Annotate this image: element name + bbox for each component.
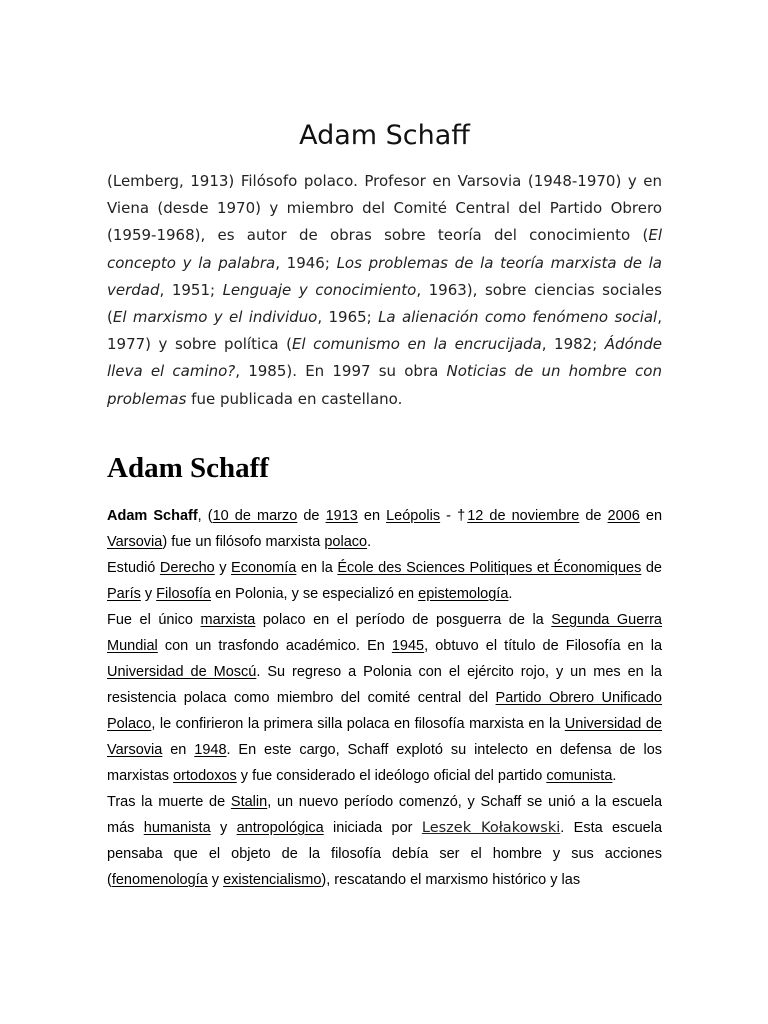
text-run: ), rescatando el marxismo histórico y las (321, 872, 581, 888)
text-run: de (579, 508, 608, 524)
text-run: Tras la muerte de (107, 794, 231, 810)
section-1-title: Adam Schaff (299, 120, 470, 151)
text-run: . Su regreso a Polonia con el ejército rojo, y un mes en la resistencia polaca como miembro del comité central del (107, 664, 662, 706)
link-universidad-moscu[interactable]: Universidad de Moscú (107, 664, 257, 680)
text-run: . (508, 586, 513, 602)
paragraph-4 (107, 789, 662, 893)
paragraph-1 (107, 503, 662, 555)
text-run: . En este cargo, Schaff explotó su intelecto en defensa de los marxistas (107, 742, 663, 784)
text-run: en la (296, 560, 338, 576)
section-2-title: Adam Schaff (107, 452, 269, 484)
text-run: Fue el único (107, 612, 201, 628)
work-title: Ádónde lleva el camino? (107, 335, 662, 381)
text-run: y (214, 560, 232, 576)
section-2-body (107, 503, 662, 893)
section-1-paragraph (107, 168, 662, 413)
text-run: Estudió (107, 560, 160, 576)
link-comunista[interactable]: comunista (546, 768, 613, 784)
text-run: de (641, 560, 662, 576)
link-birthplace[interactable]: Leópolis (386, 508, 441, 524)
link-ecole[interactable]: École des Sciences Politiques et Économiques (337, 560, 642, 576)
text-run: ) fue un filósofo marxista (162, 534, 325, 550)
text-run: , obtuvo el título de Filosofía en la (424, 638, 663, 654)
text-run: en (162, 742, 195, 758)
link-economia[interactable]: Economía (231, 560, 297, 576)
link-kolakowski[interactable]: Leszek Kołakowski (421, 820, 561, 836)
text-run: , le confirieron la primera silla polaca en filosofía marxista en la (151, 716, 565, 732)
work-title: Lenguaje y conocimiento (222, 280, 417, 299)
link-antropologica[interactable]: antropológica (236, 820, 324, 836)
link-marxista[interactable]: marxista (200, 612, 256, 628)
link-death-place[interactable]: Varsovia (107, 534, 163, 550)
text-run: con un trasfondo académico. En (157, 638, 392, 654)
text-run: y fue considerado el ideólogo oficial del partido (236, 768, 547, 784)
link-humanista[interactable]: humanista (143, 820, 211, 836)
text-run: . (367, 534, 372, 550)
link-existencialismo[interactable]: existencialismo (223, 872, 322, 888)
work-title: El marxismo y el individuo (112, 308, 318, 327)
text-run: en (639, 508, 663, 524)
work-title: Los problemas de la teoría marxista de la verdad (107, 253, 662, 299)
link-filosofia[interactable]: Filosofía (156, 586, 211, 602)
text-run: , 1982; (541, 335, 605, 354)
link-birth-date[interactable]: 10 de marzo (212, 508, 298, 524)
text-run: y (140, 586, 157, 602)
link-death-date[interactable]: 12 de noviembre (467, 508, 580, 524)
text-run: , 1963), sobre ciencias sociales ( (107, 280, 662, 327)
text-run: y (210, 820, 237, 836)
text-run: , ( (197, 508, 213, 524)
link-nationality[interactable]: polaco (324, 534, 368, 550)
link-derecho[interactable]: Derecho (159, 560, 215, 576)
link-death-year[interactable]: 2006 (607, 508, 640, 524)
bold-name: Adam Schaff (107, 508, 198, 524)
work-title: El concepto y la palabra (107, 226, 662, 272)
link-stalin[interactable]: Stalin (230, 794, 268, 810)
text-run: , 1965; (317, 308, 379, 327)
text-run: , 1946; (275, 253, 337, 272)
paragraph-3 (107, 607, 662, 789)
link-birth-year[interactable]: 1913 (325, 508, 358, 524)
text-run: . (612, 768, 617, 784)
text-run: , un nuevo período comenzó, y Schaff se unió a la escuela más (107, 794, 663, 836)
text-run: , 1985). En 1997 su obra (235, 362, 447, 381)
text-run: iniciada por (323, 820, 422, 836)
link-ortodoxos[interactable]: ortodoxos (173, 768, 237, 784)
text-run: en (357, 508, 387, 524)
work-title: Noticias de un hombre con problemas (107, 362, 662, 408)
text-run: , 1977) y sobre política ( (107, 308, 662, 354)
link-fenomenologia[interactable]: fenomenología (111, 872, 208, 888)
link-segunda-guerra[interactable]: Segunda Guerra Mundial (107, 612, 662, 654)
link-paris[interactable]: París (107, 586, 141, 602)
text-run: de (297, 508, 326, 524)
text-run: , 1951; (159, 280, 223, 299)
work-title: La alienación como fenómeno social (378, 308, 658, 327)
text-run: en Polonia, y se especializó en (210, 586, 419, 602)
link-universidad-varsovia[interactable]: Universidad de Varsovia (107, 716, 662, 758)
link-epistemologia[interactable]: epistemología (418, 586, 509, 602)
link-1945[interactable]: 1945 (391, 638, 425, 654)
text-run: polaco en el período de posguerra de la (255, 612, 552, 628)
work-title: El comunismo en la encrucijada (291, 335, 542, 354)
text-run: - † (440, 508, 468, 524)
paragraph-2 (107, 555, 662, 607)
text-run: (Lemberg, 1913) Filósofo polaco. Profesor en Varsovia (1948-1970) y en Viena (desde 1970) y miembro del Comité Central del Partido Obrero (1959-1968), es autor de obras sobre teoría del conocimiento ( (107, 172, 662, 245)
link-partido-obrero[interactable]: Partido Obrero Unificado Polaco (107, 690, 662, 732)
text-run: . Esta escuela pensaba que el objeto de la filosofía debía ser el hombre y sus acciones ( (107, 820, 663, 888)
text-run: y (207, 872, 224, 888)
text-run: fue publicada en castellano. (186, 389, 403, 408)
link-1948[interactable]: 1948 (194, 742, 227, 758)
